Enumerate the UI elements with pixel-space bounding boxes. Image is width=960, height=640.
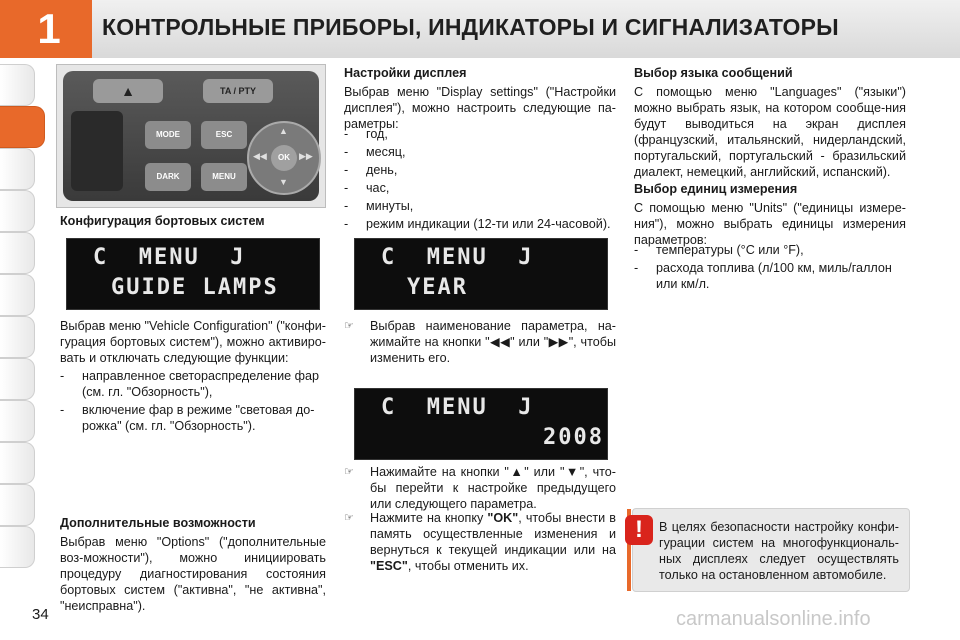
- pointer-icon: ☞: [344, 320, 354, 332]
- forward-icon: ▶▶: [299, 151, 313, 161]
- navigation-dial: [247, 121, 321, 195]
- heading-language: Выбор языка сообщений: [634, 66, 793, 80]
- lcd-line: 2008: [543, 425, 604, 450]
- esc-key-label: "ESC": [370, 559, 408, 573]
- lcd-line: C MENU J: [381, 245, 534, 270]
- instruction-confirm: ☞ Нажмите на кнопку "OK", чтобы внести в память осуществленные изменения и вернуться к текущей индикации или на "ESC", чтобы отменить их.: [344, 511, 616, 573]
- list-item: - режим индикации (12-ти или 24-часовой).: [344, 217, 611, 231]
- para-display-settings: Выбрав меню "Display settings" ("Настройки дисплея"), можно настроить следующие па-раметры:: [344, 85, 616, 131]
- list-item: - направленное светораспределение фар (см. гл. "Обзорность"),: [60, 369, 320, 399]
- warning-icon: !: [625, 515, 653, 545]
- arrow-up-icon: ▲: [279, 126, 288, 136]
- control-panel: [63, 71, 319, 201]
- hazard-icon: ▲: [93, 79, 163, 103]
- ok-key-label: "OK": [487, 511, 519, 525]
- side-tab[interactable]: [0, 484, 35, 526]
- chapter-number: 1: [37, 5, 61, 52]
- list-display-settings: [344, 126, 616, 234]
- list-item: - температуры (°C или °F),: [634, 243, 804, 257]
- lcd-guide-lamps: [66, 238, 320, 310]
- rewind-icon: ◀◀: [253, 151, 267, 161]
- instruction-change-value: ☞ Выбрав наименование параметра, на-жимайте на кнопки "◀◀" или "▶▶", чтобы изменить его.: [344, 319, 616, 365]
- list-item: - расхода топлива (л/100 км, миль/галлон или км/л.: [634, 261, 892, 291]
- para-vehicle-config: Выбрав меню "Vehicle Configuration" ("конфи-гурация бортовых систем"), можно активиро-вать и отключать следующие функции:: [60, 319, 326, 365]
- heading-vehicle-config: Конфигурация бортовых систем: [60, 214, 265, 228]
- lcd-line: C MENU J: [93, 245, 246, 270]
- pointer-icon: ☞: [344, 466, 354, 478]
- lcd-year-value: [354, 388, 608, 460]
- para-options: Выбрав меню "Options" ("дополнительные воз-можности"), можно инициировать процедуру диагностирования состояния бортовых систем ("активна", "не активна", "неисправна").: [60, 535, 326, 613]
- side-tab[interactable]: [0, 190, 35, 232]
- side-tab[interactable]: [0, 526, 35, 568]
- ok-button: OK: [271, 145, 297, 171]
- instruction-navigate: ☞ Нажимайте на кнопки "▲" или "▼", что-бы перейти к настройке предыдущего или следующего параметра.: [344, 465, 616, 511]
- heading-options: Дополнительные возможности: [60, 516, 256, 530]
- side-tab[interactable]: [0, 316, 35, 358]
- lcd-year: [354, 238, 608, 310]
- lcd-line: C MENU J: [381, 395, 534, 420]
- watermark: carmanualsonline.info: [676, 608, 871, 630]
- heading-units: Выбор единиц измерения: [634, 182, 798, 196]
- side-tab[interactable]: [0, 358, 35, 400]
- side-tab[interactable]: [0, 148, 35, 190]
- para-units: С помощью меню "Units" ("единицы измере-ния"), можно выбрать единицы измерения параметров:: [634, 201, 906, 247]
- dark-button: DARK: [145, 163, 191, 191]
- ta-pty-button: TA / PTY: [203, 79, 273, 103]
- heading-display-settings: Настройки дисплея: [344, 66, 467, 80]
- side-tab[interactable]: [0, 274, 35, 316]
- menu-button: MENU: [201, 163, 247, 191]
- page-number: 34: [32, 606, 49, 623]
- side-tab[interactable]: [0, 64, 35, 106]
- side-tab[interactable]: [0, 400, 35, 442]
- page-title: КОНТРОЛЬНЫЕ ПРИБОРЫ, ИНДИКАТОРЫ И СИГНАЛИЗАТОРЫ: [102, 14, 839, 40]
- list-item: - год,: [344, 127, 388, 141]
- list-vehicle-config: [60, 368, 326, 436]
- side-tab[interactable]: [0, 232, 35, 274]
- lcd-line: GUIDE LAMPS: [111, 275, 279, 300]
- lcd-line: YEAR: [407, 275, 468, 300]
- mode-button: MODE: [145, 121, 191, 149]
- list-item: - включение фар в режиме "световая до-рожка" (см. гл. "Обзорность").: [60, 403, 315, 433]
- list-item: - минуты,: [344, 199, 414, 213]
- pointer-icon: ☞: [344, 512, 354, 524]
- chapter-tab: [0, 0, 92, 58]
- arrow-down-icon: ▼: [279, 177, 288, 187]
- volume-knob: [71, 111, 123, 191]
- safety-warning: [632, 508, 910, 592]
- list-units: [634, 242, 906, 294]
- list-item: - день,: [344, 163, 398, 177]
- warning-text: В целях безопасности настройку конфи-гурации систем на многофункциональ-ных дисплеях следует осуществлять только на остановленном автомобиле.: [659, 520, 899, 582]
- side-tabs: [0, 60, 38, 640]
- esc-button: ESC: [201, 121, 247, 149]
- console-illustration: [56, 64, 326, 208]
- list-item: - месяц,: [344, 145, 406, 159]
- side-tab-active[interactable]: [0, 106, 45, 148]
- list-item: - час,: [344, 181, 390, 195]
- para-language: С помощью меню "Languages" ("языки") можно выбрать язык, на котором сообще-ния будут выводиться на экран дисплея (французский, итальянский, нидерландский, португальский, португальский - бразильский диалект, немецкий, английский, испанский).: [634, 85, 906, 179]
- side-tab[interactable]: [0, 442, 35, 484]
